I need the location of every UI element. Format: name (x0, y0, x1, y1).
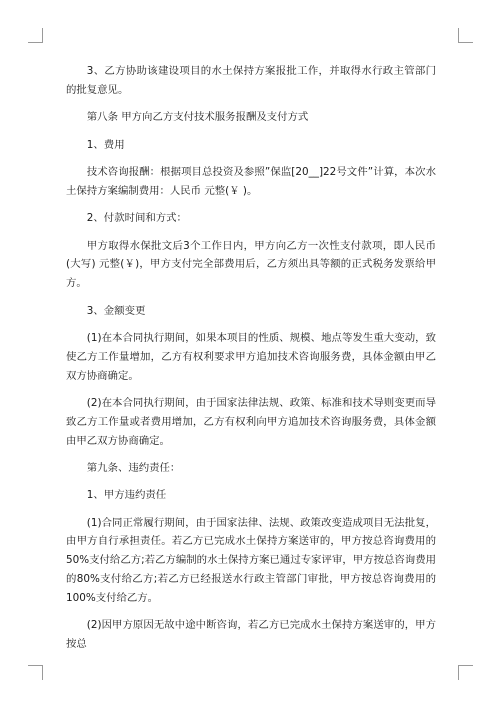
crop-mark-bottom-left (28, 665, 43, 680)
paragraph-consulting-fee: 技术咨询报酬：根据项目总投资及参照”保监[20__]22号文件”计算，本次水土保持方案编制费用：人民币 元整(￥ )。 (66, 165, 436, 197)
paragraph-change-2: (2)在本合同执行期间，由于国家法律法规、政策、标准和技术导则变更而导致乙方工作量或者费用增加，乙方有权利向甲方追加技术咨询服务费，具体金额由甲乙双方协商确定。 (66, 396, 436, 447)
crop-mark-bottom-right (458, 665, 473, 680)
section-party-a-liability-heading: 1、甲方违约责任 (86, 489, 167, 502)
paragraph-payment-terms: 甲方取得水保批文后3个工作日内，甲方向乙方一次性支付款项，即人民币(大写) 元整(￥)，甲方支付完全部费用后，乙方须出具等额的正式税务发票给甲方。 (66, 239, 436, 290)
paragraph-change-1: (1)在本合同执行期间，如果本项目的性质、规模、地点等发生重大变动，致使乙方工作量增加，乙方有权利要求甲方追加技术咨询服务费，具体金额由甲乙双方协商确定。 (66, 331, 436, 382)
article-9-heading: 第九条、违约责任： (86, 461, 181, 474)
crop-mark-top-right (458, 28, 473, 43)
paragraph-liability-2: (2)因甲方原因无故中途中断咨询，若乙方已完成水土保持方案送审的，甲方按总 (66, 619, 436, 651)
document-body (66, 62, 436, 662)
section-fees-heading: 1、费用 (86, 138, 125, 151)
section-amount-change-heading: 3、金额变更 (86, 304, 146, 317)
paragraph-liability-1: (1)合同正常履行期间，由于国家法律、法规、政策改变造成项目无法批复，由甲方自行承担责任。若乙方已完成水土保持方案送审的，甲方按总咨询费用的50%支付给乙方;若乙方编制的水土保持方案已通过专家评审，甲方按总咨询费用的80%支付给乙方;若乙方已经报送水行政主管部门审批，甲方按总咨询费用的100%支付给乙方。 (66, 516, 436, 604)
article-8-heading: 第八条 甲方向乙方支付技术服务报酬及支付方式 (86, 111, 309, 124)
section-payment-heading: 2、付款时间和方式： (86, 212, 187, 225)
paragraph-supervision-approval: 3、乙方协助该建设项目的水土保持方案报批工作，并取得水行政主管部门的批复意见。 (66, 65, 436, 96)
crop-mark-top-left (28, 28, 43, 43)
